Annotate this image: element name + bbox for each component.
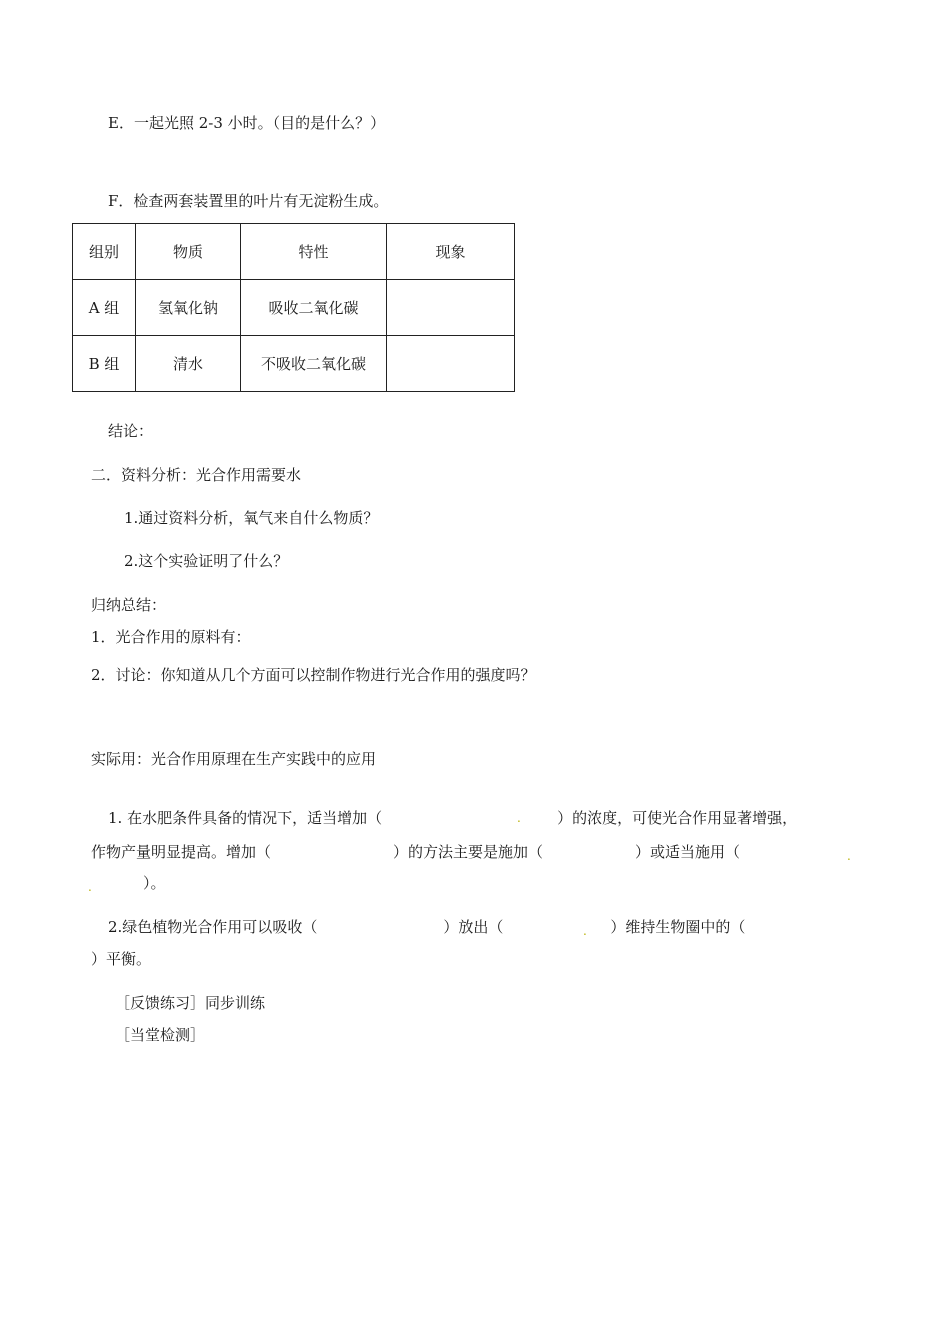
cell-group: A 组 <box>73 280 136 336</box>
fill-blank-text: ）平衡。 <box>91 950 152 968</box>
step-e: E．一起光照 2-3 小时。（目的是什么？） <box>108 114 386 132</box>
stray-mark: . <box>517 811 521 825</box>
fill-blank-text: ）。 <box>143 874 166 892</box>
fill-blank-text: 作物产量明显提高。增加（ <box>91 843 272 861</box>
section2-q1: 1.通过资料分析，氧气来自什么物质？ <box>124 509 379 527</box>
cell-group: B 组 <box>73 336 136 392</box>
summary-item1: 1．光合作用的原料有： <box>91 628 251 646</box>
cell-property: 不吸收二氧化碳 <box>241 336 387 392</box>
stray-mark: . <box>88 880 92 894</box>
stray-mark: . <box>847 849 851 863</box>
application-title: 实际用：光合作用原理在生产实践中的应用 <box>91 750 377 768</box>
class-check: ［当堂检测］ <box>115 1026 206 1044</box>
table-header-row <box>73 224 515 280</box>
application-p2-line1 <box>108 917 745 937</box>
fill-blank-text: ）维持生物圈中的（ <box>610 918 746 936</box>
experiment-table <box>72 223 515 392</box>
summary-item2: 2．讨论：你知道从几个方面可以控制作物进行光合作用的强度吗？ <box>91 666 536 684</box>
summary-title: 归纳总结： <box>91 596 167 614</box>
fill-blank-text: 1. 在水肥条件具备的情况下，适当增加（ <box>108 809 383 827</box>
application-p1-line3 <box>91 873 166 893</box>
table-row <box>73 336 515 392</box>
header-substance: 物质 <box>136 224 241 280</box>
cell-property: 吸收二氧化碳 <box>241 280 387 336</box>
application-p1-line1 <box>108 808 797 828</box>
header-property: 特性 <box>241 224 387 280</box>
stray-mark: . <box>583 924 587 938</box>
fill-blank-text: ）的浓度，可使光合作用显著增强， <box>557 809 798 827</box>
section2-title: 二．资料分析：光合作用需要水 <box>91 466 302 484</box>
cell-phenomenon <box>387 336 515 392</box>
conclusion: 结论： <box>108 422 154 440</box>
cell-substance: 氢氧化钠 <box>136 280 241 336</box>
application-p2-line2 <box>91 949 151 969</box>
fill-blank-text: ）或适当施用（ <box>635 843 741 861</box>
table-row <box>73 280 515 336</box>
header-group: 组别 <box>73 224 136 280</box>
header-phenomenon: 现象 <box>387 224 515 280</box>
application-p1-line2 <box>91 842 740 862</box>
fill-blank-text: ）的方法主要是施加（ <box>393 843 544 861</box>
cell-substance: 清水 <box>136 336 241 392</box>
fill-blank-text: ）放出（ <box>443 918 504 936</box>
section2-q2: 2.这个实验证明了什么？ <box>124 552 289 570</box>
fill-blank-text: 2.绿色植物光合作用可以吸收（ <box>108 918 318 936</box>
feedback-practice: ［反馈练习］同步训练 <box>115 994 266 1012</box>
step-f: F．检查两套装置里的叶片有无淀粉生成。 <box>108 192 389 210</box>
cell-phenomenon <box>387 280 515 336</box>
